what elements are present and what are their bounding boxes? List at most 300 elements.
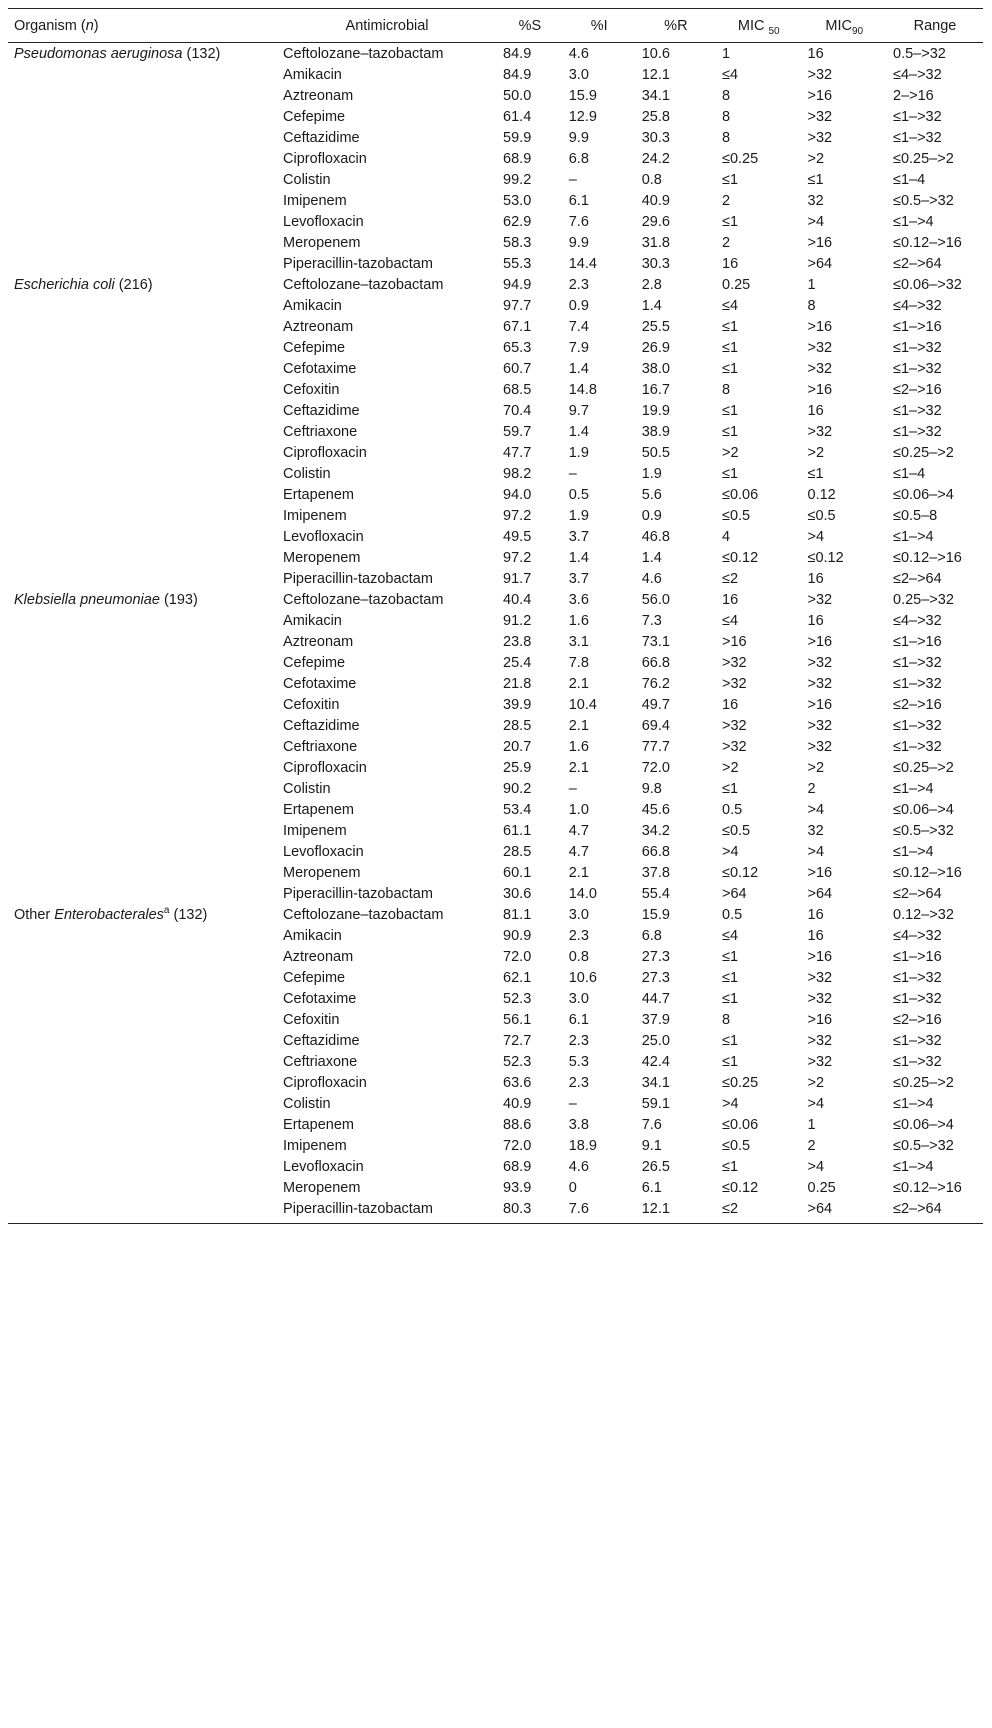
pct-r-cell: 1.4 [641,550,662,566]
pct-i-cell: 3.0 [568,67,589,83]
range-cell: ≤1–>32 [893,1054,942,1070]
range-cell: ≤1–>32 [893,340,942,356]
pct-r-cell: 5.6 [641,487,662,503]
table-row [8,400,983,421]
antimicrobial-cell: Imipenem [283,193,347,209]
pct-r-cell: 40.9 [641,193,670,209]
organism-cell-empty [8,295,277,316]
mic50-cell: ≤1 [722,340,739,356]
table-header [8,9,983,43]
pct-r-cell: 50.5 [641,445,670,461]
mic90-cell: 2 [807,1138,816,1154]
pct-s-cell: 60.7 [503,361,532,377]
range-cell: ≤1–>32 [893,1033,942,1049]
pct-r-cell: 24.2 [641,151,670,167]
pct-r-cell: 10.6 [641,46,670,62]
table-row [8,778,983,799]
mic90-cell: >4 [807,1096,825,1112]
organism-cell-empty [8,547,277,568]
range-cell: ≤2–>64 [893,256,942,272]
pct-s-cell: 84.9 [503,67,532,83]
range-cell: ≤1–>16 [893,319,942,335]
mic50-cell: ≤4 [722,298,739,314]
pct-r-cell: 2.8 [641,277,662,293]
header-organism: Organism (n) [8,9,277,43]
antimicrobial-cell: Ceftolozane–tazobactam [283,277,444,293]
antimicrobial-cell: Cefepime [283,340,346,356]
table-row [8,1093,983,1114]
mic90-cell: >2 [807,151,825,167]
pct-i-cell: 0.8 [568,949,589,965]
mic50-cell: ≤1 [722,949,739,965]
pct-s-cell: 53.0 [503,193,532,209]
pct-r-cell: 7.6 [641,1117,662,1133]
antimicrobial-cell: Piperacillin-tazobactam [283,256,433,272]
pct-s-cell: 72.7 [503,1033,532,1049]
mic90-cell: ≤0.5 [807,508,836,524]
pct-s-cell: 49.5 [503,529,532,545]
pct-i-cell: 10.4 [568,697,597,713]
pct-r-cell: 4.6 [641,571,662,587]
mic90-cell: >32 [807,592,833,608]
pct-s-cell: 50.0 [503,88,532,104]
range-cell: ≤0.06–>4 [893,487,954,503]
mic90-cell: 16 [807,403,824,419]
mic90-cell: 2 [807,781,816,797]
pct-i-cell: 1.4 [568,424,589,440]
pct-i-cell: 3.6 [568,592,589,608]
header-range: Range [887,9,983,43]
table-row [8,85,983,106]
pct-s-cell: 68.9 [503,151,532,167]
table-row [8,232,983,253]
pct-s-cell: 60.1 [503,865,532,881]
antimicrobial-cell: Cefoxitin [283,697,340,713]
antimicrobial-cell: Ceftazidime [283,130,360,146]
mic50-cell: 8 [722,130,731,146]
mic90-cell: >32 [807,361,833,377]
pct-i-cell: 3.0 [568,907,589,923]
pct-s-cell: 56.1 [503,1012,532,1028]
table-row [8,568,983,589]
organism-prefix: Other [14,907,55,923]
mic50-cell: 8 [722,109,731,125]
mic50-cell: ≤0.5 [722,823,751,839]
table-row [8,715,983,736]
pct-i-cell: 1.0 [568,802,589,818]
pct-s-cell: 39.9 [503,697,532,713]
mic90-cell: ≤0.12 [807,550,844,566]
mic50-cell: ≤4 [722,928,739,944]
organism-cell-empty [8,715,277,736]
mic90-cell: >16 [807,88,833,104]
table-row [8,148,983,169]
pct-i-cell: 2.3 [568,277,589,293]
mic50-cell: 16 [722,592,739,608]
pct-i-cell: – [568,781,577,797]
pct-r-cell: 6.8 [641,928,662,944]
organism-cell-empty [8,232,277,253]
antimicrobial-cell: Cefotaxime [283,361,357,377]
organism-cell-empty [8,106,277,127]
pct-i-cell: 3.7 [568,529,589,545]
pct-i-cell: 5.3 [568,1054,589,1070]
pct-i-cell: 2.3 [568,1033,589,1049]
organism-cell-empty [8,1009,277,1030]
pct-s-cell: 25.4 [503,655,532,671]
pct-r-cell: 34.1 [641,1075,670,1091]
table-row [8,505,983,526]
organism-cell-empty [8,442,277,463]
table-row [8,841,983,862]
pct-r-cell: 73.1 [641,634,670,650]
table-row [8,610,983,631]
pct-i-cell: 1.4 [568,550,589,566]
pct-i-cell: 12.9 [568,109,597,125]
mic50-cell: >4 [722,844,739,860]
table-row [8,967,983,988]
pct-i-cell: 2.1 [568,760,589,776]
table-row [8,295,983,316]
range-cell: ≤4–>32 [893,928,942,944]
antimicrobial-cell: Amikacin [283,298,342,314]
table-row [8,1009,983,1030]
pct-i-cell: 7.6 [568,214,589,230]
mic90-cell: 16 [807,613,824,629]
pct-s-cell: 23.8 [503,634,532,650]
range-cell: ≤4–>32 [893,298,942,314]
pct-s-cell: 59.9 [503,130,532,146]
antimicrobial-cell: Ciprofloxacin [283,1075,367,1091]
pct-s-cell: 40.9 [503,1096,532,1112]
pct-r-cell: 15.9 [641,907,670,923]
range-cell: ≤1–>16 [893,634,942,650]
mic50-cell: ≤0.5 [722,508,751,524]
pct-s-cell: 62.1 [503,970,532,986]
pct-s-cell: 91.7 [503,571,532,587]
antimicrobial-cell: Imipenem [283,508,347,524]
mic50-cell: ≤0.5 [722,1138,751,1154]
antimicrobial-cell: Ceftriaxone [283,1054,358,1070]
antimicrobial-cell: Aztreonam [283,634,354,650]
range-cell: ≤2–>64 [887,1198,983,1224]
susceptibility-table [8,8,983,1224]
antimicrobial-cell: Ceftolozane–tazobactam [283,46,444,62]
pct-s-cell: 58.3 [503,235,532,251]
range-cell: 0.12–>32 [893,907,954,923]
table-row [8,589,983,610]
pct-i-cell: 15.9 [568,88,597,104]
pct-s-cell: 62.9 [503,214,532,230]
pct-s-cell: 91.2 [503,613,532,629]
mic90-cell: 0.25 [807,1180,836,1196]
antimicrobial-cell: Ciprofloxacin [283,151,367,167]
pct-r-cell: 16.7 [641,382,670,398]
antimicrobial-cell: Ciprofloxacin [283,445,367,461]
mic50-cell: ≤0.12 [722,1180,759,1196]
table-row [8,358,983,379]
pct-i-cell: 7.6 [563,1198,636,1224]
organism-cell-empty [8,736,277,757]
range-cell: ≤1–>32 [893,991,942,1007]
pct-i-cell: – [568,466,577,482]
antimicrobial-cell: Levofloxacin [283,844,364,860]
pct-i-cell: 6.1 [568,1012,589,1028]
organism-cell-empty [8,484,277,505]
antimicrobial-cell: Imipenem [283,1138,347,1154]
organism-cell-empty [8,799,277,820]
range-cell: ≤0.25–>2 [893,760,954,776]
organism-cell-empty [8,1156,277,1177]
antimicrobial-cell: Ceftriaxone [283,424,358,440]
pct-s-cell: 68.9 [503,1159,532,1175]
range-cell: ≤2–>64 [893,571,942,587]
mic90-cell: >16 [807,1012,833,1028]
table-row [8,190,983,211]
antimicrobial-cell: Ceftolozane–tazobactam [283,907,444,923]
mic90-cell: >32 [807,718,833,734]
table-row [8,547,983,568]
table-row [8,169,983,190]
mic90-cell: >4 [807,802,825,818]
pct-s-cell: 70.4 [503,403,532,419]
organism-cell-empty [8,820,277,841]
organism-name: Pseudomonas aeruginosa [14,46,183,62]
pct-s-cell: 97.2 [503,508,532,524]
table-row [8,253,983,274]
mic90-cell: >32 [807,739,833,755]
table-row [8,946,983,967]
mic50-cell: ≤0.12 [722,865,759,881]
organism-cell-empty [8,946,277,967]
organism-cell-empty [8,379,277,400]
mic90-cell: >16 [807,382,833,398]
table-row [8,925,983,946]
pct-r-cell: 1.4 [641,298,662,314]
pct-r-cell: 0.9 [641,508,662,524]
pct-s-cell: 61.4 [503,109,532,125]
organism-cell-empty [8,358,277,379]
antimicrobial-cell: Ceftazidime [283,718,360,734]
pct-i-cell: 2.3 [568,928,589,944]
organism-cell-empty [8,1072,277,1093]
pct-i-cell: 4.6 [568,46,589,62]
pct-i-cell: – [568,172,577,188]
range-cell: ≤0.12–>16 [893,235,962,251]
table-row [8,652,983,673]
pct-s-cell: 52.3 [503,1054,532,1070]
pct-r-cell: 56.0 [641,592,670,608]
range-cell: ≤1–>32 [893,655,942,671]
pct-r-cell: 25.0 [641,1033,670,1049]
mic50-cell: ≤4 [722,67,739,83]
table-row [8,316,983,337]
pct-i-cell: 7.4 [568,319,589,335]
antimicrobial-cell: Ertapenem [283,802,354,818]
pct-i-cell: 2.3 [568,1075,589,1091]
pct-i-cell: 1.6 [568,739,589,755]
pct-r-cell: 12.1 [641,67,670,83]
pct-i-cell: 4.6 [568,1159,589,1175]
range-cell: ≤1–>32 [893,676,942,692]
mic50-cell: ≤1 [722,361,739,377]
table-row [8,484,983,505]
mic50-cell: ≤1 [722,1033,739,1049]
organism-cell-empty [8,190,277,211]
pct-r-cell: 59.1 [641,1096,670,1112]
table-row [8,799,983,820]
mic90-cell: ≤1 [807,466,824,482]
pct-i-cell: 7.8 [568,655,589,671]
pct-s-cell: 90.9 [503,928,532,944]
antimicrobial-cell: Meropenem [283,1180,361,1196]
organism-cell-empty [8,778,277,799]
range-cell: ≤1–>4 [893,214,934,230]
pct-r-cell: 49.7 [641,697,670,713]
header-pct-s: %S [497,9,563,43]
pct-s-cell: 94.0 [503,487,532,503]
table-row [8,988,983,1009]
antimicrobial-cell: Cefepime [283,655,346,671]
table-row [8,1135,983,1156]
pct-i-cell: 0.9 [568,298,589,314]
organism-cell-empty [8,463,277,484]
mic50-cell: >4 [722,1096,739,1112]
organism-cell [8,274,277,295]
mic50-cell: 8 [722,1012,731,1028]
pct-s-cell: 25.9 [503,760,532,776]
mic50-cell: ≤1 [722,970,739,986]
organism-cell-empty [8,862,277,883]
table-row [8,442,983,463]
mic90-cell: >2 [807,1075,825,1091]
pct-i-cell: 2.1 [568,718,589,734]
mic50-cell: ≤0.25 [722,1075,759,1091]
mic90-cell: >64 [807,886,833,902]
pct-r-cell: 30.3 [641,256,670,272]
mic50-cell: 0.25 [722,277,751,293]
pct-r-cell: 34.1 [641,88,670,104]
mic50-cell: ≤1 [722,172,739,188]
mic50-cell: ≤1 [722,319,739,335]
mic50-cell: ≤1 [722,1159,739,1175]
organism-count: (193) [163,592,198,608]
table-row [8,211,983,232]
pct-s-cell: 28.5 [503,844,532,860]
mic90-cell: >32 [807,991,833,1007]
mic90-cell: 32 [807,823,824,839]
pct-i-cell: 1.4 [568,361,589,377]
organism-cell-empty [8,1051,277,1072]
pct-s-cell: 72.0 [503,949,532,965]
pct-i-cell: 3.8 [568,1117,589,1133]
mic90-cell: >2 [807,445,825,461]
pct-r-cell: 27.3 [641,949,670,965]
range-cell: ≤2–>16 [893,1012,942,1028]
pct-r-cell: 25.8 [641,109,670,125]
organism-cell-empty [8,1135,277,1156]
pct-r-cell: 27.3 [641,970,670,986]
range-cell: ≤0.5–>32 [893,193,954,209]
table-row [8,127,983,148]
mic50-cell: 2 [722,235,731,251]
pct-r-cell: 69.4 [641,718,670,734]
table-row [8,694,983,715]
antimicrobial-cell: Aztreonam [283,319,354,335]
pct-r-cell: 66.8 [641,844,670,860]
pct-r-cell: 38.0 [641,361,670,377]
organism-cell [8,43,277,65]
range-cell: ≤0.5–8 [893,508,938,524]
pct-s-cell: 47.7 [503,445,532,461]
pct-s-cell: 30.6 [503,886,532,902]
table-row [8,904,983,925]
mic50-cell: ≤1 [722,781,739,797]
table-row [8,820,983,841]
antimicrobial-cell: Meropenem [283,235,361,251]
pct-r-cell: 66.8 [641,655,670,671]
organism-cell-empty [8,337,277,358]
mic50-cell: >32 [722,655,747,671]
pct-s-cell: 93.9 [503,1180,532,1196]
mic90-cell: 16 [807,571,824,587]
pct-i-cell: 0.5 [568,487,589,503]
organism-footnote-mark: a [163,905,170,917]
organism-cell-empty [8,1198,277,1224]
range-cell: ≤1–>4 [893,844,934,860]
organism-cell-empty [8,883,277,904]
range-cell: ≤1–>4 [893,781,934,797]
range-cell: ≤0.12–>16 [893,1180,962,1196]
pct-i-cell: 18.9 [568,1138,597,1154]
antimicrobial-cell: Piperacillin-tazobactam [283,571,433,587]
antimicrobial-cell: Cefepime [283,970,346,986]
pct-i-cell: 3.0 [568,991,589,1007]
antimicrobial-cell: Imipenem [283,823,347,839]
mic90-cell: 1 [807,277,816,293]
range-cell: ≤1–4 [893,172,926,188]
pct-r-cell: 46.8 [641,529,670,545]
organism-count: (132) [186,46,221,62]
pct-r-cell: 76.2 [641,676,670,692]
header-antimicrobial: Antimicrobial [277,9,497,43]
range-cell: ≤1–>4 [893,529,934,545]
pct-r-cell: 29.6 [641,214,670,230]
range-cell: ≤0.5–>32 [893,823,954,839]
pct-r-cell: 9.8 [641,781,662,797]
pct-r-cell: 25.5 [641,319,670,335]
mic50-cell: 8 [722,88,731,104]
organism-cell-empty [8,1093,277,1114]
range-cell: ≤0.06–>32 [893,277,962,293]
organism-cell-empty [8,967,277,988]
antimicrobial-cell: Ceftazidime [283,403,360,419]
antimicrobial-cell: Ceftolozane–tazobactam [283,592,444,608]
organism-cell-empty [8,673,277,694]
range-cell: ≤2–>16 [893,382,942,398]
mic90-cell: >2 [807,760,825,776]
pct-i-cell: 1.6 [568,613,589,629]
mic90-cell: 8 [807,298,816,314]
mic90-cell: >32 [807,109,833,125]
pct-s-cell: 97.7 [503,298,532,314]
mic50-cell: ≤0.06 [722,1117,759,1133]
range-cell: ≤1–>32 [893,424,942,440]
table-row [8,526,983,547]
pct-i-cell: 2.1 [568,676,589,692]
mic90-cell: >32 [807,970,833,986]
pct-i-cell: 3.1 [568,634,589,650]
